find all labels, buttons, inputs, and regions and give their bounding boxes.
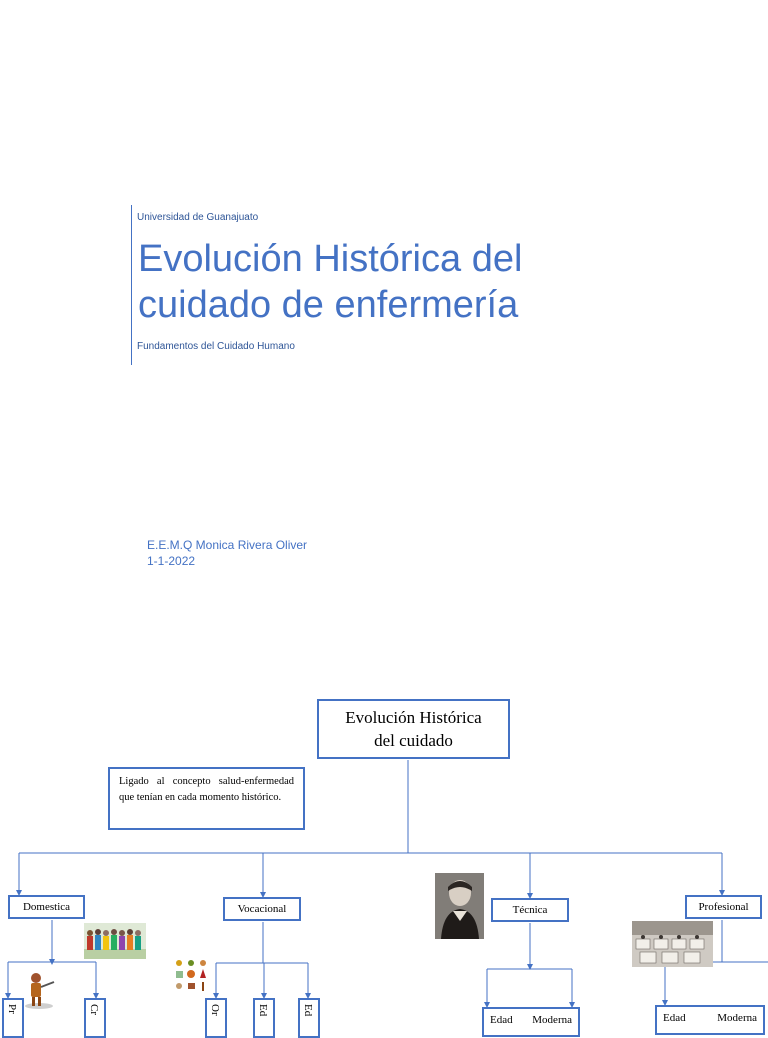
university-name: Universidad de Guanajuato [137, 212, 259, 223]
root-line-1: Evolución Histórica [345, 708, 482, 727]
diagram-root-box [317, 699, 510, 759]
primitive-figure-image [22, 970, 56, 1010]
branch-vocacional: Vocacional [223, 897, 301, 921]
branch-profesional: Profesional [685, 895, 762, 919]
vocacional-child-2: Ed [253, 998, 275, 1038]
hospital-ward-photo [632, 921, 713, 967]
vocacional-child-1: Or [205, 998, 227, 1038]
domestica-child-1: Pr [2, 998, 24, 1038]
author-name: E.E.M.Q Monica Rivera Oliver [147, 538, 308, 552]
edad-label: Edad [663, 1012, 686, 1024]
title-line-1: Evolución Histórica del [138, 238, 523, 280]
edad-label: Edad [490, 1014, 513, 1026]
moderna-label: Moderna [717, 1012, 757, 1024]
vocacional-child-3: Ed [298, 998, 320, 1038]
nurse-portrait-photo [435, 873, 484, 939]
tecnica-child-box [482, 1007, 580, 1037]
course-subtitle: Fundamentos del Cuidado Humano [137, 341, 295, 352]
diagram-note-box: Ligado al concepto salud-enfermedad que tenían en cada momento histórico. [108, 767, 305, 830]
people-crowd-image [84, 923, 146, 959]
moderna-label: Moderna [532, 1014, 572, 1026]
branch-domestica: Domestica [8, 895, 85, 919]
document-date: 1-1-2022 [147, 554, 196, 568]
title-line-2: cuidado de enfermería [138, 284, 519, 326]
root-line-2: del cuidado [374, 731, 453, 750]
ancient-symbols-image [173, 958, 209, 992]
branch-tecnica: Técnica [491, 898, 569, 922]
domestica-child-2: Cr [84, 998, 106, 1038]
profesional-child-box [655, 1005, 765, 1035]
